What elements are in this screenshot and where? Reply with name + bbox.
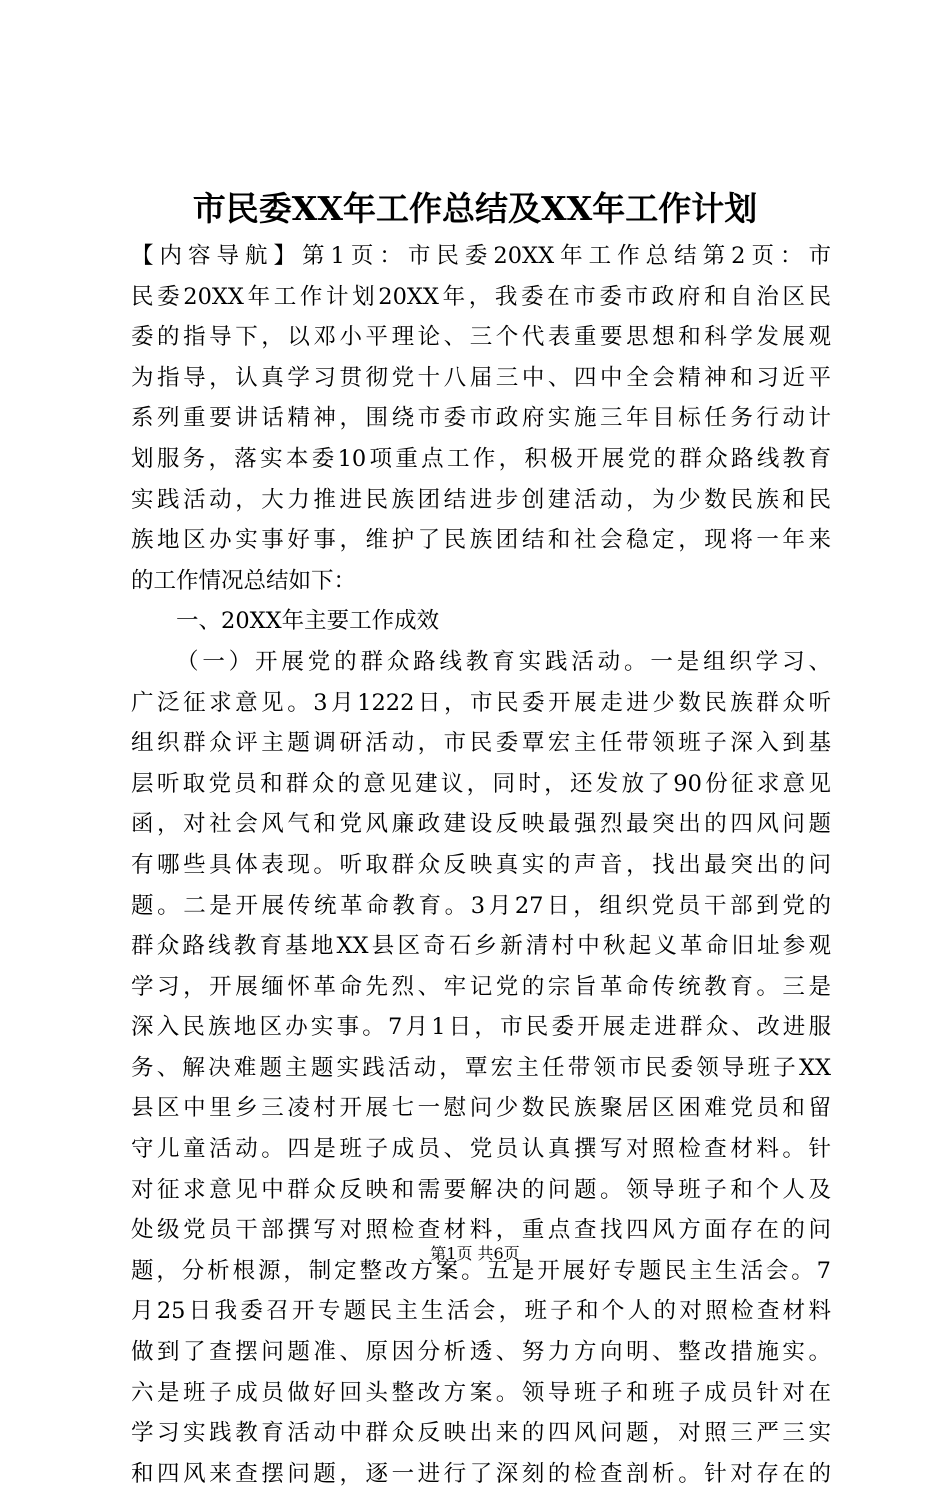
body-line: 六是班子成员做好回头整改方案。领导班子和班子成员针对在	[131, 1379, 831, 1406]
body-line: 群众路线教育基地XX县区奇石乡新清村中秋起义革命旧址参观	[131, 933, 831, 960]
body-line: 题。二是开展传统革命教育。3月27日，组织党员干部到党的	[131, 892, 831, 919]
document-title: 市民委XX年工作总结及XX年工作计划	[192, 189, 758, 228]
body-line: 为指导，认真学习贯彻党十八届三中、四中全会精神和习近平	[131, 364, 831, 391]
body-line: 层听取党员和群众的意见建议，同时，还发放了90份征求意见	[131, 770, 831, 797]
section-heading: 一、20XX年主要工作成效	[176, 608, 440, 635]
body-line: 有哪些具体表现。听取群众反映真实的声音，找出最突出的问	[131, 851, 831, 878]
body-line: 委的指导下，以邓小平理论、三个代表重要思想和科学发展观	[131, 324, 831, 351]
body-line: 实践活动，大力推进民族团结进步创建活动，为少数民族和民	[131, 486, 831, 513]
body-line: 学习，开展缅怀革命先烈、牢记党的宗旨革命传统教育。三是	[131, 973, 831, 1000]
body-line: 深入民族地区办实事。7月1日，市民委开展走进群众、改进服	[131, 1014, 831, 1041]
body-line: 月25日我委召开专题民主生活会，班子和个人的对照检查材料	[131, 1298, 831, 1325]
body-line: 的工作情况总结如下：	[131, 567, 357, 594]
body-line: 函，对社会风气和党风廉政建设反映最强烈最突出的四风问题	[131, 811, 831, 838]
body-line: 对征求意见中群众反映和需要解决的问题。领导班子和个人及	[131, 1176, 831, 1203]
body-line: 处级党员干部撰写对照检查材料，重点查找四风方面存在的问	[131, 1217, 831, 1244]
body-line: 广泛征求意见。3月1222日，市民委开展走进少数民族群众听	[131, 689, 831, 716]
body-line: 和四风来查摆问题，逐一进行了深刻的检查剖析。针对存在的	[131, 1460, 831, 1487]
body-line: （一）开展党的群众路线教育实践活动。一是组织学习、	[176, 648, 831, 675]
body-line: 题，分析根源，制定整改方案。五是开展好专题民主生活会。7	[131, 1257, 831, 1284]
page-footer: 第1页 共6页	[430, 1244, 520, 1263]
body-line: 组织群众评主题调研活动，市民委覃宏主任带领班子深入到基	[131, 730, 831, 757]
body-line: 划服务，落实本委10项重点工作，积极开展党的群众路线教育	[131, 445, 831, 472]
body-line: 务、解决难题主题实践活动，覃宏主任带领市民委领导班子XX	[131, 1054, 831, 1081]
body-line: 做到了查摆问题准、原因分析透、努力方向明、整改措施实。	[131, 1339, 831, 1366]
body-line: 系列重要讲话精神，围绕市委市政府实施三年目标任务行动计	[131, 405, 831, 432]
body-line: 【内容导航】第1页：市民委20XX年工作总结第2页：市	[131, 243, 831, 269]
body-line: 守儿童活动。四是班子成员、党员认真撰写对照检查材料。针	[131, 1136, 831, 1163]
body-line: 族地区办实事好事，维护了民族团结和社会稳定，现将一年来	[131, 527, 831, 554]
body-line: 县区中里乡三凌村开展七一慰问少数民族聚居区困难党员和留	[131, 1095, 831, 1122]
document-body	[131, 236, 831, 1494]
body-line: 民委20XX年工作计划20XX年，我委在市委市政府和自治区民	[131, 283, 831, 310]
body-line: 学习实践教育活动中群众反映出来的四风问题，对照三严三实	[131, 1420, 831, 1447]
